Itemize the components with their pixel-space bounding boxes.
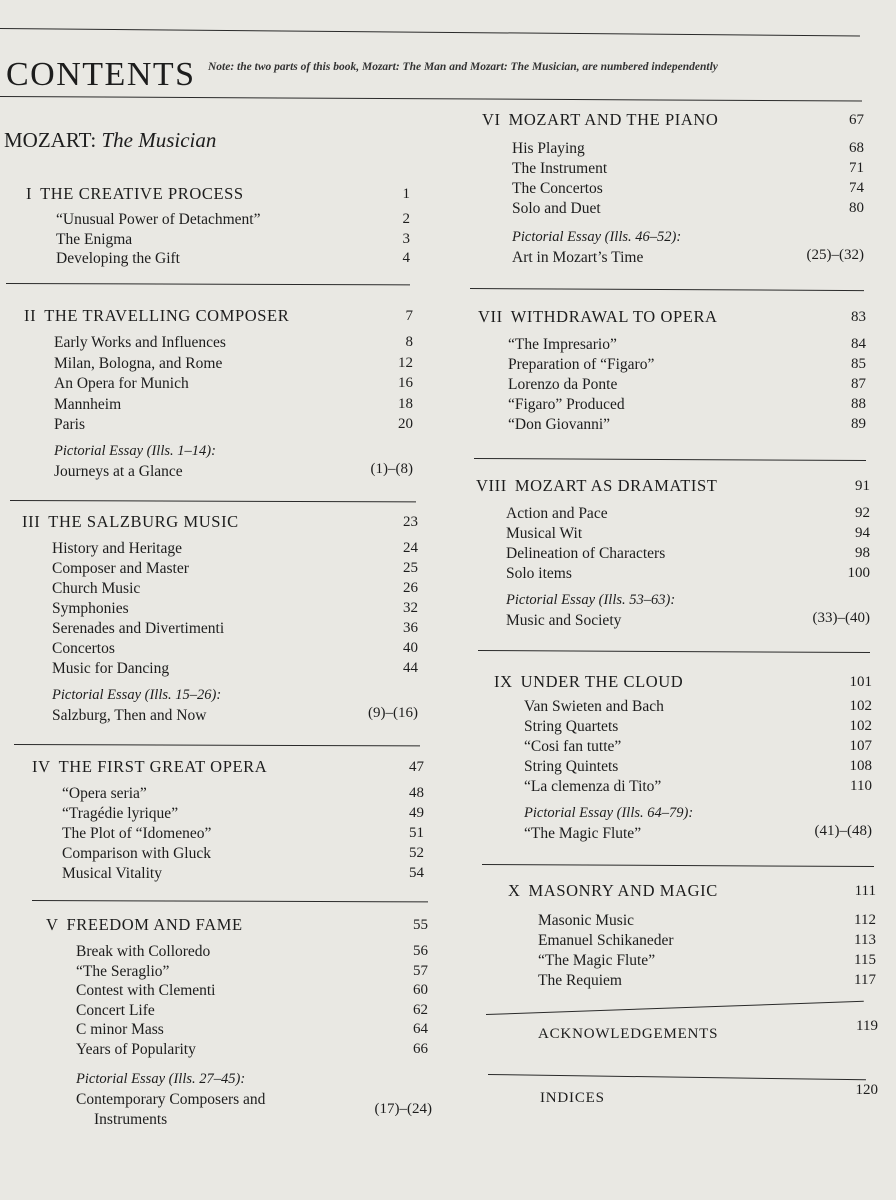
entry-page-number: 62 [413,1001,428,1018]
part-title [4,128,216,153]
chapter-heading [32,757,267,777]
pictorial-essay-pages: (17)–(24) [374,1101,432,1117]
entry-page-number: 117 [854,972,876,988]
chapter-number: II [24,306,37,325]
entry-page-number: 8 [405,334,413,350]
entry-page-number: 54 [409,865,424,881]
entry-page-number: 68 [849,140,864,156]
toc-entry: C minor Mass [76,1021,164,1038]
toc-entry: The Concertos [512,180,603,197]
pictorial-essay-title: Salzburg, Then and Now [52,707,207,724]
header-note: Note: the two parts of this book, Mozart: The Man and Mozart: The Musician, are numbered independently [208,61,718,73]
chapter-heading [478,307,718,327]
toc-entry: “Unusual Power of Detachment” [56,211,261,228]
toc-entry: Solo items [506,565,572,582]
chapter-page-number: 101 [849,674,872,690]
pictorial-essay-label: Pictorial Essay (Ills. 46–52): [512,229,682,245]
entry-page-number: 4 [402,250,410,266]
entry-page-number: 26 [403,580,418,596]
chapter-page-number: 111 [854,883,876,899]
entry-page-number: 110 [850,778,872,794]
entry-page-number: 85 [851,356,866,372]
chapter-title: UNDER THE CLOUD [520,672,684,691]
entry-page-number: 113 [854,932,876,948]
entry-page-number: 40 [403,640,418,656]
header-rule [0,96,862,102]
pictorial-essay-label: Pictorial Essay (Ills. 15–26): [52,687,222,703]
end-matter-page-number: 120 [855,1082,878,1098]
chapter-number: VIII [476,476,507,495]
entry-page-number: 32 [403,600,418,616]
entry-page-number: 112 [854,912,876,928]
chapter-title: THE TRAVELLING COMPOSER [44,306,290,325]
toc-entry: Solo and Duet [512,200,601,217]
top-rule [0,28,860,37]
chapter-number: X [508,881,521,900]
toc-entry: The Instrument [512,160,608,177]
pictorial-essay-pages: (41)–(48) [814,823,872,839]
entry-page-number: 108 [849,758,872,774]
toc-entry: “The Impresario” [508,336,617,353]
toc-entry: Concertos [52,640,115,657]
section-rule [474,458,866,461]
toc-entry: “The Seraglio” [76,962,170,980]
entry-page-number: 44 [403,660,418,676]
entry-page-number: 36 [403,620,418,636]
chapter-page-number: 7 [405,308,413,324]
chapter-heading [26,184,244,204]
toc-entry: Serenades and Divertimenti [52,620,225,637]
toc-entry: “Don Giovanni” [508,416,611,433]
toc-entry: Break with Colloredo [76,943,211,960]
pictorial-essay-title: “The Magic Flute” [524,825,642,842]
pictorial-essay-title: Art in Mozart’s Time [512,249,644,266]
toc-entry: Years of Popularity [76,1040,196,1058]
entry-page-number: 64 [413,1021,428,1037]
entry-page-number: 2 [402,211,410,227]
chapter-title: MOZART AS DRAMATIST [514,476,718,495]
chapter-title: THE SALZBURG MUSIC [48,512,239,531]
toc-entry: History and Heritage [52,540,182,557]
chapter-title: THE CREATIVE PROCESS [40,184,244,203]
toc-entry: Milan, Bologna, and Rome [54,354,223,372]
pictorial-essay-title-cont: Instruments [94,1111,168,1128]
toc-entry: “Figaro” Produced [508,396,625,413]
chapter-heading [24,306,289,326]
section-rule [470,288,864,291]
pictorial-essay-label: Pictorial Essay (Ills. 27–45): [76,1071,246,1087]
toc-entry: “Opera seria” [62,785,147,802]
end-matter-heading: INDICES [540,1090,605,1106]
entry-page-number: 60 [413,982,428,998]
section-rule [32,900,428,902]
toc-entry: His Playing [512,140,585,157]
toc-entry: Emanuel Schikaneder [538,932,674,949]
entry-page-number: 84 [851,336,866,352]
chapter-page-number: 91 [855,478,870,494]
toc-entry: “Cosi fan tutte” [524,738,622,755]
chapter-page-number: 1 [402,186,410,202]
entry-page-number: 57 [413,962,428,979]
pictorial-essay-title: Journeys at a Glance [54,463,183,480]
pictorial-essay-label: Pictorial Essay (Ills. 64–79): [524,805,694,821]
pictorial-essay-title: Music and Society [506,612,622,629]
toc-entry: Musical Wit [506,525,583,542]
chapter-heading [22,512,239,532]
pictorial-essay-label: Pictorial Essay (Ills. 1–14): [54,443,216,459]
toc-entry: Concert Life [76,1001,155,1019]
part-name: The Musician [101,128,217,152]
entry-page-number: 74 [849,180,864,196]
chapter-title: MOZART AND THE PIANO [508,110,719,129]
entry-page-number: 52 [409,845,424,861]
toc-entry: Developing the Gift [56,250,180,267]
chapter-title: MASONRY AND MAGIC [528,881,718,900]
section-rule [482,864,874,867]
chapter-number: III [22,512,41,531]
chapter-number: IV [32,757,51,776]
toc-entry: Mannheim [54,395,122,413]
pictorial-essay-pages: (1)–(8) [370,461,413,477]
pictorial-essay-title: Contemporary Composers and [76,1091,266,1108]
toc-entry: Symphonies [52,600,129,617]
chapter-heading [482,110,718,130]
toc-entry: Paris [54,416,85,433]
toc-entry: The Requiem [538,972,622,989]
chapter-heading [476,476,717,496]
section-rule [10,500,416,502]
entry-page-number: 102 [849,718,872,734]
entry-page-number: 48 [409,785,424,801]
toc-entry: “Tragédie lyrique” [62,805,179,822]
entry-page-number: 51 [409,825,424,841]
entry-page-number: 107 [849,738,872,754]
entry-page-number: 12 [398,354,413,371]
chapter-title: THE FIRST GREAT OPERA [58,757,268,776]
entry-page-number: 102 [849,698,872,714]
pictorial-essay-pages: (25)–(32) [806,247,864,263]
entry-page-number: 18 [398,395,413,412]
part-prefix: MOZART: [4,128,97,152]
pictorial-essay-pages: (33)–(40) [812,610,870,626]
end-matter-heading: ACKNOWLEDGEMENTS [538,1026,719,1042]
entry-page-number: 3 [402,230,410,247]
entry-page-number: 56 [413,943,428,959]
chapter-title: WITHDRAWAL TO OPERA [510,307,718,326]
chapter-title: FREEDOM AND FAME [66,915,243,934]
entry-page-number: 71 [849,160,864,176]
toc-entry: The Plot of “Idomeneo” [62,825,212,842]
entry-page-number: 115 [854,952,876,968]
chapter-number: I [26,184,33,203]
chapter-heading [494,672,683,692]
chapter-number: V [46,915,59,934]
toc-entry: String Quartets [524,718,619,735]
toc-entry: Action and Pace [506,505,608,522]
end-matter-page-number: 119 [856,1018,878,1034]
toc-entry: “The Magic Flute” [538,952,656,969]
entry-page-number: 94 [855,525,870,541]
entry-page-number: 16 [398,375,413,391]
entry-page-number: 87 [851,376,866,392]
toc-entry: Music for Dancing [52,660,170,677]
toc-entry: Early Works and Influences [54,334,226,351]
entry-page-number: 49 [409,805,424,821]
toc-entry: Van Swieten and Bach [524,698,664,715]
section-rule [6,283,410,285]
toc-entry: An Opera for Munich [54,375,189,392]
chapter-heading [46,915,243,935]
entry-page-number: 92 [855,505,870,521]
toc-entry: String Quintets [524,758,619,775]
section-rule [488,1074,866,1080]
toc-entry: “La clemenza di Tito” [524,778,662,795]
chapter-page-number: 47 [409,759,424,775]
toc-entry: Musical Vitality [62,865,162,882]
toc-entry: Delineation of Characters [506,545,666,562]
page-title: CONTENTS [6,56,196,93]
section-rule [14,744,420,746]
entry-page-number: 25 [403,560,418,576]
pictorial-essay-label: Pictorial Essay (Ills. 53–63): [506,592,676,608]
chapter-heading [508,881,718,901]
section-rule [478,650,870,653]
entry-page-number: 66 [413,1040,428,1057]
toc-entry: Composer and Master [52,560,189,577]
chapter-page-number: 23 [403,514,418,530]
toc-entry: Contest with Clementi [76,982,216,999]
toc-entry: Masonic Music [538,912,635,929]
entry-page-number: 20 [398,416,413,432]
entry-page-number: 89 [851,416,866,432]
toc-entry: Comparison with Gluck [62,845,211,862]
chapter-page-number: 67 [849,112,864,128]
chapter-page-number: 83 [851,309,866,325]
entry-page-number: 24 [403,540,418,556]
entry-page-number: 88 [851,396,866,412]
section-rule [486,1001,864,1015]
chapter-number: VII [478,307,503,326]
entry-page-number: 100 [847,565,870,581]
chapter-page-number: 55 [413,917,428,933]
toc-entry: The Enigma [56,230,133,248]
toc-entry: Lorenzo da Ponte [508,376,618,393]
toc-entry: Church Music [52,580,141,597]
toc-entry: Preparation of “Figaro” [508,356,655,373]
pictorial-essay-pages: (9)–(16) [368,705,418,721]
entry-page-number: 80 [849,200,864,216]
chapter-number: VI [482,110,501,129]
chapter-number: IX [494,672,513,691]
entry-page-number: 98 [855,545,870,561]
